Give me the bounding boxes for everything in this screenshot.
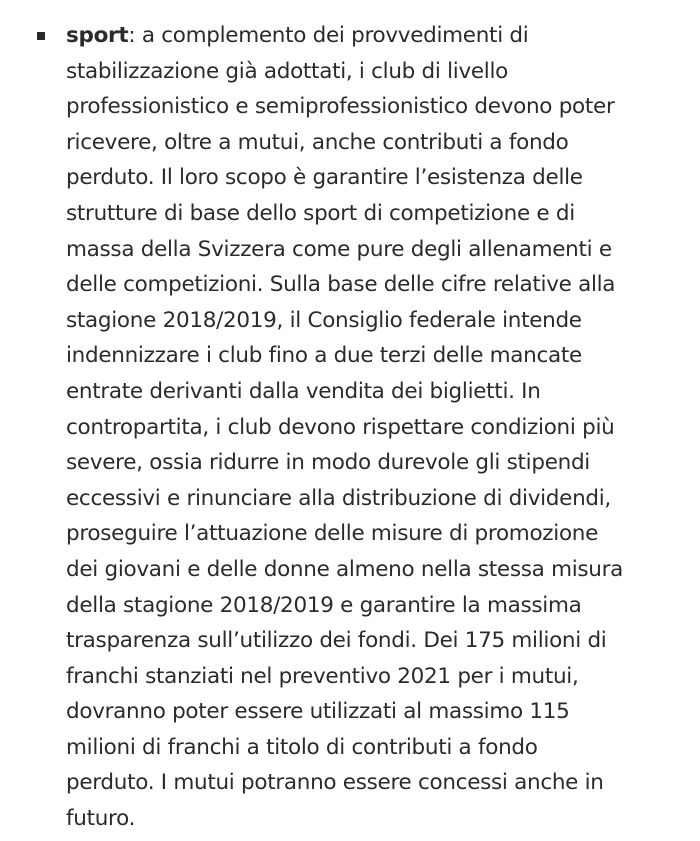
- text-line: stagione 2018/2019, il Consiglio federale intende: [66, 307, 582, 333]
- text-line: massa della Svizzera come pure degli allenamenti e: [66, 236, 612, 262]
- text-line: stabilizzazione già adottati, i club di livello: [66, 58, 508, 84]
- text-line: eccessivi e rinunciare alla distribuzione di dividendi,: [66, 485, 611, 511]
- text-line: dei giovani e delle donne almeno nella stessa misura: [66, 556, 624, 582]
- text-line: perduto. Il loro scopo è garantire l’esistenza delle: [66, 165, 583, 191]
- text-line: della stagione 2018/2019 e garantire la massima: [66, 592, 582, 618]
- text-line: entrate derivanti dalla vendita dei biglietti. In: [66, 378, 541, 404]
- text-line: franchi stanziati nel preventivo 2021 per i mutui,: [66, 663, 579, 689]
- text-line: ricevere, oltre a mutui, anche contributi a fondo: [66, 129, 569, 155]
- text-line: futuro.: [66, 806, 136, 832]
- paragraph-text: [66, 18, 666, 837]
- text-line: proseguire l’attuazione delle misure di promozione: [66, 521, 599, 547]
- text-line: perduto. I mutui potranno essere concessi anche in: [66, 770, 604, 796]
- text-line: dovranno poter essere utilizzati al massimo 115: [66, 699, 570, 725]
- text-line: milioni di franchi a titolo di contributi a fondo: [66, 734, 538, 760]
- text-line: severe, ossia ridurre in modo durevole gli stipendi: [66, 450, 590, 476]
- square-bullet-icon: [37, 32, 45, 40]
- text-line: trasparenza sull’utilizzo dei fondi. Dei 175 milioni di: [66, 628, 607, 654]
- text-line: contropartita, i club devono rispettare condizioni più: [66, 414, 615, 440]
- text-line: strutture di base dello sport di competizione e di: [66, 200, 575, 226]
- line-text: : a complemento dei provvedimenti di: [128, 23, 529, 48]
- text-line: professionistico e semiprofessionistico devono poter: [66, 94, 615, 120]
- bold-term: sport: [66, 23, 129, 48]
- text-line: indennizzare i club fino a due terzi delle mancate: [66, 343, 582, 369]
- text-line: delle competizioni. Sulla base delle cifre relative alla: [66, 272, 616, 298]
- text-line: [66, 18, 666, 54]
